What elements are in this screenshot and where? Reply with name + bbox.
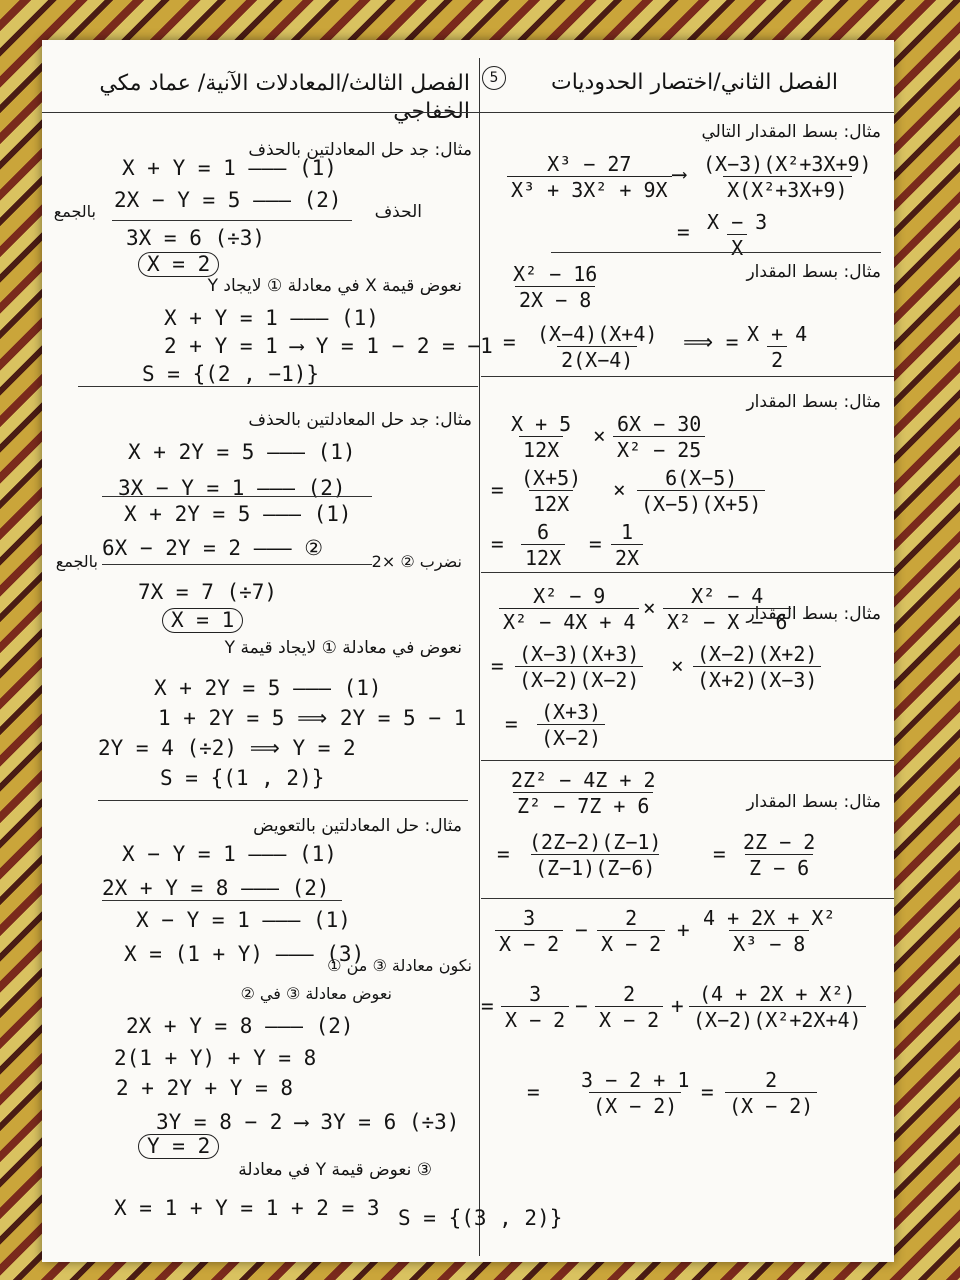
right-ex4-title: مثال: بسط المقدار — [746, 604, 881, 624]
left-ex2-title: مثال: جد حل المعادلتين بالحذف — [248, 410, 472, 430]
left-ex2-solved: X = 1 — [162, 608, 243, 633]
right-ex4-times-1: × — [643, 596, 656, 620]
left-ex1-sub1: X + Y = 1 ——— (1) — [164, 306, 379, 330]
right-ex6-b2-den: X − 2 — [595, 1006, 663, 1032]
right-ex3-b-den: X² − 25 — [613, 436, 705, 462]
right-ex5-den3: Z − 6 — [745, 854, 813, 880]
left-ex1-method-label: الحذف — [374, 202, 422, 222]
right-ex2-title: مثال: بسط المقدار — [746, 262, 881, 282]
right-ex3-a2-den: 12X — [529, 490, 573, 516]
right-ex6-d-den: (X − 2) — [589, 1092, 681, 1118]
left-ex1-sum-rule — [112, 220, 352, 221]
right-ex1-frac-2 — [699, 152, 876, 202]
right-ex4-eq-sign-1: = — [491, 654, 504, 678]
right-ex4-b-num: X² − 4 — [691, 584, 764, 608]
left-ex3-note3: ③ نعوض قيمة Y في معادلة — [238, 1160, 432, 1180]
right-ex6-b2-num: 2 — [623, 982, 636, 1006]
left-ex1-eq2: 2X − Y = 5 ——— (2) — [114, 188, 342, 212]
right-ex6-minus-1: − — [575, 918, 588, 942]
right-ex6-c2-num: (4 + 2X + X²) — [699, 982, 856, 1006]
header-left-title: الفصل الثالث/المعادلات الآنية/ عماد مكي الخفاجي — [99, 71, 470, 124]
left-ex2-rule-1 — [102, 496, 372, 497]
right-ex3-a-den: 12X — [519, 436, 563, 462]
right-ex6-frac-b — [597, 906, 665, 956]
page-number-badge: 5 — [482, 66, 506, 90]
right-ex3-eq-sign-1: = — [491, 478, 504, 502]
right-ex6-a2-num: 3 — [529, 982, 542, 1006]
right-ex1-end-rule — [551, 252, 881, 253]
right-ex2-frac-1 — [509, 262, 601, 312]
right-ex2-frac-2 — [533, 322, 661, 372]
left-ex3-s1: 2X + Y = 8 ——— (2) — [126, 1014, 354, 1038]
notebook-page — [42, 40, 894, 1262]
left-ex2-sub2: 1 + 2Y = 5 ⟹ 2Y = 5 − 1 — [158, 706, 467, 730]
right-ex6-c-den: X³ − 8 — [729, 930, 809, 956]
right-ex3-d-den: 2X — [611, 544, 643, 570]
left-ex3-title: مثال: حل المعادلتين بالتعويض — [253, 816, 462, 836]
right-ex3-b2-num: 6(X−5) — [665, 466, 738, 490]
right-ex5-num: 2Z² − 4Z + 2 — [511, 768, 656, 792]
right-ex6-a2-den: X − 2 — [501, 1006, 569, 1032]
right-ex5-end-rule — [481, 898, 894, 899]
right-ex3-frac-a2 — [517, 466, 585, 516]
left-ex2-eq1: X + 2Y = 5 ——— (1) — [128, 440, 356, 464]
right-ex3-c-num: 6 — [537, 520, 550, 544]
left-ex1-sum-label: بالجمع — [53, 202, 96, 221]
right-ex3-frac-b — [613, 412, 705, 462]
right-ex3-frac-c — [521, 520, 565, 570]
right-ex6-eq-sign-1: = — [481, 994, 494, 1018]
left-ex2-mult-note: نضرب ② ×2 — [371, 552, 462, 571]
header-right-title: الفصل الثاني/اختصار الحدوديات — [551, 70, 838, 95]
right-ex4-b-den: X² − X − 6 — [663, 608, 791, 634]
right-ex6-frac-d — [577, 1068, 693, 1118]
right-ex1-frac-1 — [507, 152, 672, 202]
left-ex1-title: مثال: جد حل المعادلتين بالحذف — [248, 140, 472, 160]
right-ex6-minus-2: − — [575, 994, 588, 1018]
right-ex3-frac-d — [611, 520, 643, 570]
left-ex2-sub1: X + 2Y = 5 ——— (1) — [154, 676, 382, 700]
right-ex2-den: 2X − 8 — [515, 286, 595, 312]
left-ex3-s5: X = 1 + Y = 1 + 2 = 3 — [114, 1196, 380, 1220]
right-ex3-title: مثال: بسط المقدار — [746, 392, 881, 412]
left-ex2-rule-2 — [102, 564, 372, 565]
right-ex1-num3: X − 3 — [707, 210, 768, 234]
right-ex1-den3: X — [727, 234, 747, 260]
right-ex2-num3: X + 4 — [747, 322, 808, 346]
left-ex1-end-rule — [78, 386, 478, 387]
right-ex4-frac-b — [663, 584, 791, 634]
right-ex4-frac-c — [537, 700, 605, 750]
right-ex2-arrow: ⟹ = — [683, 330, 739, 354]
right-ex3-d-num: 1 — [621, 520, 634, 544]
right-ex5-title: مثال: بسط المقدار — [746, 792, 881, 812]
right-ex4-a2-num: (X−3)(X+3) — [519, 642, 640, 666]
right-ex6-plus-1: + — [677, 918, 690, 942]
left-ex3-note1: نكون معادلة ③ من ① — [327, 956, 472, 975]
right-ex1-num: X³ − 27 — [547, 152, 632, 176]
right-ex6-a-den: X − 2 — [495, 930, 563, 956]
right-ex3-frac-b2 — [637, 466, 765, 516]
right-ex3-eq-sign-3: = — [589, 532, 602, 556]
left-ex1-sub2: 2 + Y = 1 ⟶ Y = 1 − 2 = −1 — [164, 334, 493, 358]
right-ex2-den2: 2(X−4) — [557, 346, 637, 372]
right-ex5-den: Z² − 7Z + 6 — [513, 792, 653, 818]
right-ex4-end-rule — [481, 760, 894, 761]
left-ex3-eq1b: X − Y = 1 ——— (1) — [136, 908, 351, 932]
left-ex3-rule — [102, 900, 342, 901]
right-ex2-frac-3 — [743, 322, 811, 372]
left-ex2-eq2b: 6X − 2Y = 2 ——— ② — [102, 536, 324, 560]
right-ex1-num2: (X−3)(X²+3X+9) — [703, 152, 872, 176]
right-ex5-num2: (2Z−2)(Z−1) — [529, 830, 662, 854]
right-ex2-num2: (X−4)(X+4) — [537, 322, 658, 346]
right-ex6-eq-sign-2: = — [527, 1080, 540, 1104]
right-ex6-frac-a — [495, 906, 563, 956]
left-ex3-solved: Y = 2 — [138, 1134, 219, 1159]
right-ex2-end-rule — [481, 376, 894, 377]
right-ex3-end-rule — [481, 572, 894, 573]
left-ex2-eq1b: X + 2Y = 5 ——— (1) — [124, 502, 352, 526]
right-ex3-eq-sign-2: = — [491, 532, 504, 556]
right-ex6-frac-e — [725, 1068, 817, 1118]
left-ex1-eq1: X + Y = 1 ——— (1) — [122, 156, 337, 180]
left-ex3-eq2: 2X + Y = 8 ——— (2) — [102, 876, 330, 900]
right-ex3-b2-den: (X−5)(X+5) — [637, 490, 765, 516]
left-ex1-solved: X = 2 — [138, 252, 219, 277]
right-ex1-den2: X(X²+3X+9) — [723, 176, 851, 202]
left-ex2-solution: S = {(1 , 2)} — [160, 766, 325, 790]
right-ex3-a-num: X + 5 — [511, 412, 572, 436]
right-ex2-eq-sign: = — [503, 330, 516, 354]
right-ex5-eq-sign-1: = — [497, 842, 510, 866]
right-ex3-times-1: × — [593, 424, 606, 448]
right-ex3-c-den: 12X — [521, 544, 565, 570]
right-ex6-frac-c2 — [689, 982, 866, 1032]
left-ex1-result: 3X = 6 (÷3) — [126, 226, 266, 250]
column-divider — [479, 58, 480, 1256]
right-ex6-frac-a2 — [501, 982, 569, 1032]
right-ex4-c-den: (X−2) — [537, 724, 605, 750]
left-ex2-eq2: 3X − Y = 1 ——— (2) — [118, 476, 346, 500]
right-ex6-b-num: 2 — [625, 906, 638, 930]
left-ex3-eq3: X = (1 + Y) ——— (3) — [124, 942, 365, 966]
left-ex3-s4: 3Y = 8 − 2 ⟶ 3Y = 6 (÷3) — [156, 1110, 460, 1134]
right-ex3-a2-num: (X+5) — [521, 466, 582, 490]
right-ex6-frac-c — [699, 906, 839, 956]
right-ex5-eq-sign-2: = — [713, 842, 726, 866]
right-ex6-e-num: 2 — [765, 1068, 778, 1092]
right-ex3-frac-a — [507, 412, 575, 462]
right-ex6-d-num: 3 − 2 + 1 — [581, 1068, 690, 1092]
right-ex2-num: X² − 16 — [513, 262, 598, 286]
left-ex2-sub3: 2Y = 4 (÷2) ⟹ Y = 2 — [98, 736, 356, 760]
right-ex5-num3: 2Z − 2 — [743, 830, 816, 854]
right-ex6-b-den: X − 2 — [597, 930, 665, 956]
left-ex2-note: نعوض في معادلة ① لايجاد قيمة Y — [224, 638, 462, 658]
right-ex4-c-num: (X+3) — [541, 700, 602, 724]
right-ex4-a-den: X² − 4X + 4 — [499, 608, 639, 634]
right-ex6-c-num: 4 + 2X + X² — [703, 906, 836, 930]
right-ex4-b2-den: (X+2)(X−3) — [693, 666, 821, 692]
right-ex4-frac-a — [499, 584, 639, 634]
right-ex4-frac-a2 — [515, 642, 643, 692]
left-ex1-solution: S = {(2 , −1)} — [142, 362, 320, 386]
right-ex4-b2-num: (X−2)(X+2) — [697, 642, 818, 666]
right-ex5-frac-3 — [739, 830, 819, 880]
right-ex2-den3: 2 — [767, 346, 787, 372]
right-ex5-frac-2 — [525, 830, 665, 880]
right-ex6-e-den: (X − 2) — [725, 1092, 817, 1118]
right-ex6-a-num: 3 — [523, 906, 536, 930]
right-ex4-eq-sign-2: = — [505, 712, 518, 736]
right-ex3-b-num: 6X − 30 — [617, 412, 702, 436]
right-ex6-frac-b2 — [595, 982, 663, 1032]
right-ex1-arrow: ⟶ — [673, 162, 686, 186]
right-ex4-frac-b2 — [693, 642, 821, 692]
left-ex1-note: نعوض قيمة X في معادلة ① لايجاد Y — [207, 276, 462, 296]
left-ex2-sum-label: بالجمع — [55, 552, 98, 571]
left-ex3-s3: 2 + 2Y + Y = 8 — [116, 1076, 294, 1100]
left-ex3-s2: 2(1 + Y) + Y = 8 — [114, 1046, 317, 1070]
left-ex2-end-rule — [98, 800, 468, 801]
right-ex1-den: X³ + 3X² + 9X — [507, 176, 672, 202]
right-ex6-eq-sign-3: = — [701, 1080, 714, 1104]
right-column — [481, 40, 894, 1262]
right-ex5-frac-1 — [507, 768, 660, 818]
right-ex4-a-num: X² − 9 — [533, 584, 606, 608]
bottom-solution: S = {(3 , 2)} — [398, 1206, 563, 1230]
right-ex5-den2: (Z−1)(Z−6) — [531, 854, 659, 880]
left-ex3-note2: نعوض معادلة ③ في ② — [240, 984, 392, 1003]
left-ex2-result: 7X = 7 (÷7) — [138, 580, 278, 604]
right-ex1-eq-sign: = — [677, 220, 690, 244]
right-ex4-times-2: × — [671, 654, 684, 678]
right-ex4-a2-den: (X−2)(X−2) — [515, 666, 643, 692]
left-ex3-eq1: X − Y = 1 ——— (1) — [122, 842, 337, 866]
right-ex6-c2-den: (X−2)(X²+2X+4) — [689, 1006, 866, 1032]
right-ex6-plus-2: + — [671, 994, 684, 1018]
right-ex1-title: مثال: بسط المقدار التالي — [701, 122, 881, 142]
right-ex3-times-2: × — [613, 478, 626, 502]
